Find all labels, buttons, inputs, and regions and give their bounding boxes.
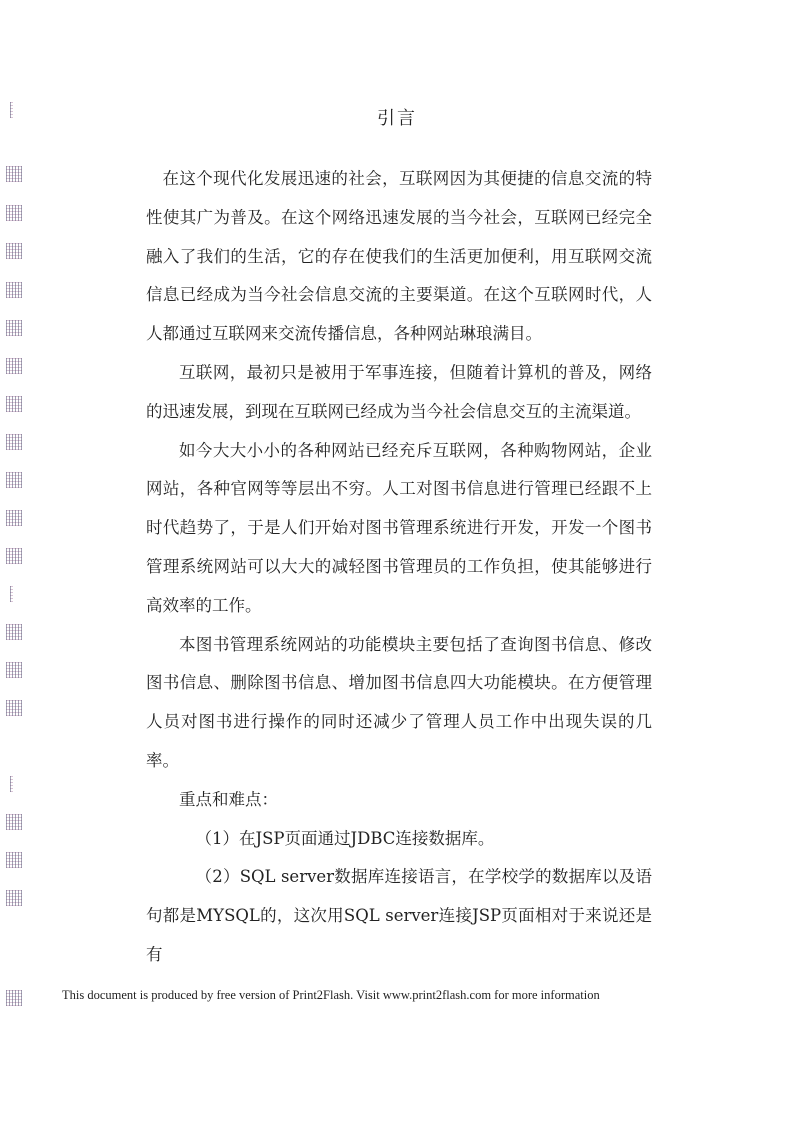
margin-mark [6, 700, 22, 716]
watermark-footer: This document is produced by free version of Print2Flash. Visit www.print2flash.com for more information [62, 988, 600, 1002]
page-title: 引言 [377, 108, 417, 129]
margin-mark [10, 586, 13, 602]
margin-mark [6, 243, 22, 259]
section-heading: 重点和难点： [179, 789, 278, 809]
margin-mark [6, 472, 22, 488]
paragraph: 如今大大小小的各种网站已经充斥互联网，各种购物网站，企业网站，各种官网等等层出不穷。人工对图书信息进行管理已经跟不上时代趋势了，于是人们开始对图书管理系统进行开发，开发一个图书管理系统网站可以大大的减轻图书管理员的工作负担，使其能够进行高效率的工作。 [146, 440, 652, 615]
margin-mark [6, 282, 22, 298]
margin-mark [6, 434, 22, 450]
paragraph: 在这个现代化发展迅速的社会，互联网因为其便捷的信息交流的特性使其广为普及。在这个网络迅速发展的当今社会，互联网已经完全融入了我们的生活，它的存在使我们的生活更加便利，用互联网交流信息已经成为当今社会信息交流的主要渠道。在这个互联网时代，人人都通过互联网来交流传播信息，各种网站琳琅满目。 [146, 169, 652, 344]
list-item: （1）在JSP页面通过JDBC连接数据库。 [195, 828, 495, 848]
left-margin-artifacts [2, 0, 22, 1123]
margin-mark [6, 166, 22, 182]
paragraph: 本图书管理系统网站的功能模块主要包括了查询图书信息、修改图书信息、删除图书信息、增加图书信息四大功能模块。在方便管理人员对图书进行操作的同时还减少了管理人员工作中出现失误的几率。 [146, 634, 652, 770]
list-item: （2）SQL server数据库连接语言，在学校学的数据库以及语句都是MYSQL的，这次用SQL server连接JSP页面相对于来说还是有 [146, 867, 652, 964]
margin-mark [6, 320, 22, 336]
margin-mark [6, 852, 22, 868]
margin-mark [6, 890, 22, 906]
margin-mark [6, 396, 22, 412]
document-body [146, 160, 652, 975]
margin-mark [6, 814, 22, 830]
margin-mark [6, 510, 22, 526]
margin-mark [10, 776, 13, 792]
margin-mark [6, 358, 22, 374]
margin-mark [6, 990, 22, 1006]
margin-mark [6, 548, 22, 564]
margin-mark [6, 205, 22, 221]
margin-mark [6, 624, 22, 640]
margin-mark [6, 662, 22, 678]
paragraph: 互联网，最初只是被用于军事连接，但随着计算机的普及，网络的迅速发展，到现在互联网已经成为当今社会信息交互的主流渠道。 [146, 362, 652, 421]
